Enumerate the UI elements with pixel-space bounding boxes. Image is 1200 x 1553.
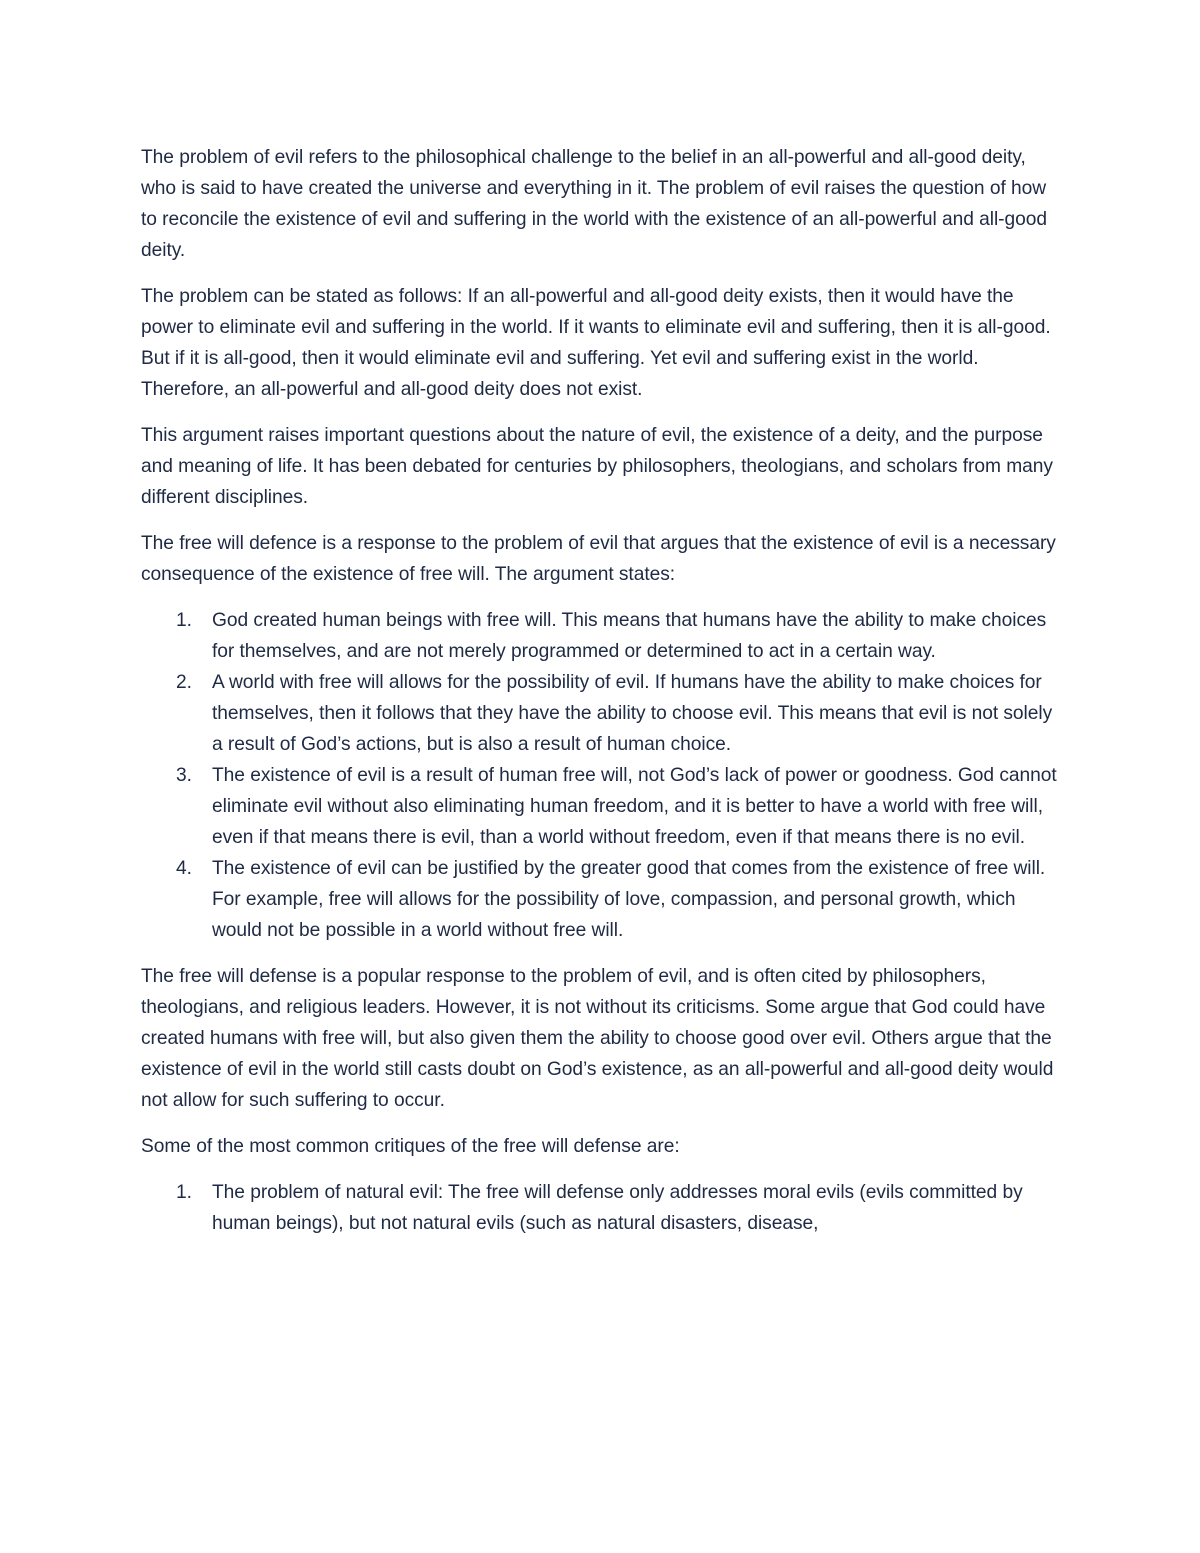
paragraph-free-will-defence: The free will defence is a response to the problem of evil that argues that the existence of evil is a necessary consequence of the existence of free will. The argument states: [141, 533, 1056, 585]
list-item-text: The existence of evil is a result of human free will, not God’s lack of power or goodness. God cannot eliminate evil without also eliminating human freedom, and it is better to have a world with free will, even if that means there is evil, than a world without freedom, even if that means there is no evil. [212, 765, 1057, 848]
list-item-text: A world with free will allows for the possibility of evil. If humans have the ability to make choices for themselves, then it follows that they have the ability to choose evil. This means that evil is not solely a result of God’s actions, but is also a result of human choice. [212, 672, 1053, 755]
argument-list [141, 605, 1066, 946]
paragraph-critiques-intro: Some of the most common critiques of the free will defense are: [141, 1136, 680, 1157]
list-number: 1. [176, 610, 192, 631]
list-item [141, 605, 1066, 667]
paragraph-criticisms: The free will defense is a popular response to the problem of evil, and is often cited by philosophers, theologians, and religious leaders. However, it is not without its criticisms. Some argue that God could have created humans with free will, but also given them the ability to choose good over evil. Others argue that the existence of evil in the world still casts doubt on God’s existence, as an all-powerful and all-good deity would not allow for such suffering to occur. [141, 966, 1054, 1111]
paragraph-problem-statement: The problem can be stated as follows: If an all-powerful and all-good deity exists, then it would have the power to eliminate evil and suffering in the world. If it wants to eliminate evil and suffering, then it is all-good. But if it is all-good, then it would eliminate evil and suffering. Yet evil and suffering exist in the world. Therefore, an all-powerful and all-good deity does not exist. [141, 286, 1051, 400]
paragraph-questions: This argument raises important questions about the nature of evil, the existence of a deity, and the purpose and meaning of life. It has been debated for centuries by philosophers, theologians, and scholars from many different disciplines. [141, 425, 1053, 508]
list-number: 4. [176, 858, 192, 879]
list-item [141, 1177, 1066, 1239]
list-item [141, 760, 1066, 853]
list-number: 3. [176, 765, 192, 786]
document-page [141, 142, 1066, 1254]
list-number: 1. [176, 1182, 192, 1203]
list-item-text: The problem of natural evil: The free will defense only addresses moral evils (evils committed by human beings), but not natural evils (such as natural disasters, disease, [212, 1182, 1023, 1234]
list-item [141, 667, 1066, 760]
list-number: 2. [176, 672, 192, 693]
list-item [141, 853, 1066, 946]
critique-list [141, 1177, 1066, 1239]
list-item-text: God created human beings with free will. This means that humans have the ability to make choices for themselves, and are not merely programmed or determined to act in a certain way. [212, 610, 1047, 662]
list-item-text: The existence of evil can be justified by the greater good that comes from the existence of free will. For example, free will allows for the possibility of love, compassion, and personal growth, which would not be possible in a world without free will. [212, 858, 1046, 941]
paragraph-intro: The problem of evil refers to the philosophical challenge to the belief in an all-powerful and all-good deity, who is said to have created the universe and everything in it. The problem of evil raises the question of how to reconcile the existence of evil and suffering in the world with the existence of an all-powerful and all-good deity. [141, 147, 1047, 261]
